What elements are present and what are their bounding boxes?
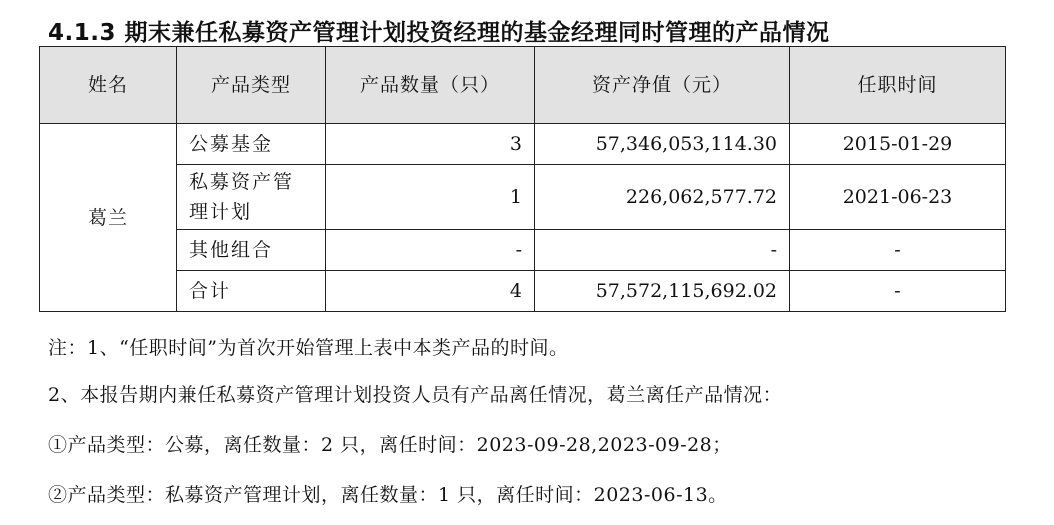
header-net-asset-value: 资产净值（元） [535,47,790,124]
header-product-type: 产品类型 [177,47,326,124]
cell-tenure-date: 2015-01-29 [790,124,1006,165]
note-departure-public: ①产品类型：公募，离任数量：2 只，离任时间：2023-09-28,2023-09-28； [48,434,732,456]
product-table [39,46,1006,312]
table-row [40,230,1006,271]
table-row [40,165,1006,230]
cell-tenure-date: 2021-06-23 [790,165,1006,230]
table-header-row [40,47,1006,124]
cell-product-type: 私募资产管理计划 [177,165,326,230]
cell-net-asset-value: 226,062,577.72 [535,165,790,230]
note-tenure-definition: 注：1、“任职时间”为首次开始管理上表中本类产品的时间。 [48,337,569,359]
note-departure-summary: 2、本报告期内兼任私募资产管理计划投资人员有产品离任情况，葛兰离任产品情况： [48,384,783,406]
cell-product-type: 公募基金 [177,124,326,165]
cell-product-count: 1 [326,165,535,230]
cell-net-asset-value: 57,572,115,692.02 [535,271,790,312]
table-row [40,271,1006,312]
cell-tenure-date: - [790,230,1006,271]
cell-product-count: - [326,230,535,271]
cell-net-asset-value: 57,346,053,114.30 [535,124,790,165]
section-title: 4.1.3 期末兼任私募资产管理计划投资经理的基金经理同时管理的产品情况 [48,20,830,46]
cell-net-asset-value: - [535,230,790,271]
cell-product-type: 其他组合 [177,230,326,271]
table-row [40,124,1006,165]
cell-product-count: 3 [326,124,535,165]
header-name: 姓名 [40,47,177,124]
header-tenure-date: 任职时间 [790,47,1006,124]
manager-name: 葛兰 [40,124,177,312]
note-departure-private: ②产品类型：私募资产管理计划，离任数量：1 只，离任时间：2023-06-13。 [48,484,728,506]
cell-tenure-date: - [790,271,1006,312]
cell-product-count: 4 [326,271,535,312]
header-product-count: 产品数量（只） [326,47,535,124]
cell-product-type: 合计 [177,271,326,312]
